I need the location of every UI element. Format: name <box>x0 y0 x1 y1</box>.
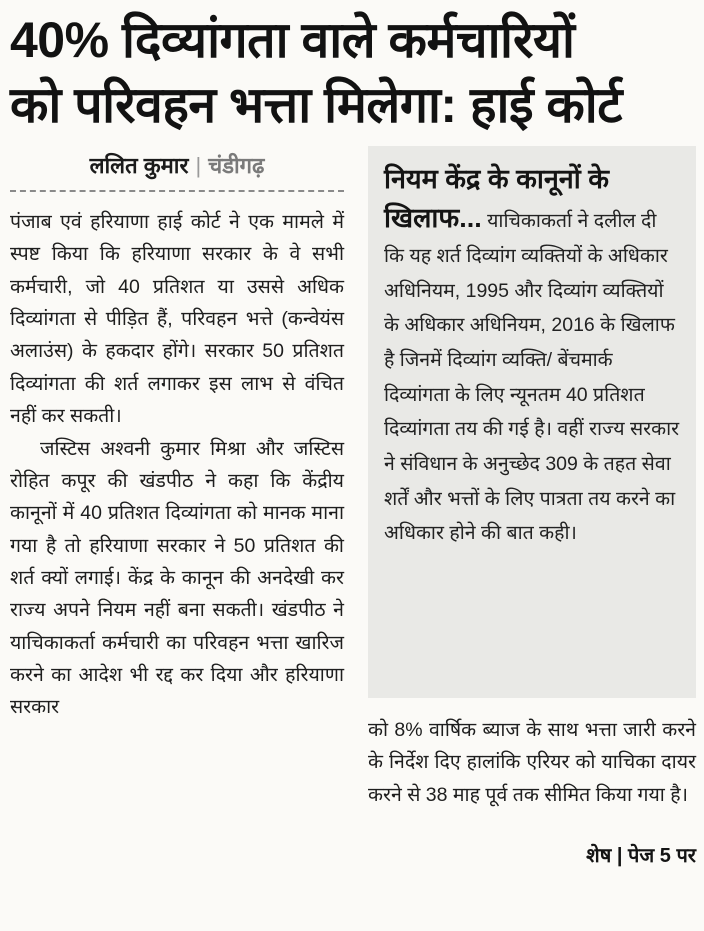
continuation-note: शेष | पेज 5 पर <box>578 840 696 873</box>
byline-location: चंडीगढ़ <box>208 153 265 178</box>
headline-line-1: 40% दिव्यांगता वाले कर्मचारियों <box>10 12 575 68</box>
byline-divider <box>10 190 344 192</box>
byline <box>10 146 344 190</box>
tail-text: को 8% वार्षिक ब्याज के साथ भत्ता जारी करने के निर्देश दिए हालांकि एरियर को याचिका दायर करने से 38 माह पूर्व तक सीमित किया गया है। <box>368 719 696 806</box>
highlight-box-text: याचिकाकर्ता ने दलील दी कि यह शर्त दिव्यांग व्यक्तियों के अधिकार अधिनियम, 1995 और दिव्यांग व्यक्तियों के अधिकार अधिनियम, 2016 के खिलाफ है जिनमें दिव्यांग व्यक्ति/ बेंचमार्क दिव्यांगता के लिए न्यूनतम 40 प्रतिशत दिव्यांगता तय की गई है। वहीं राज्य सरकार ने संविधान के अनुच्छेद 309 के तहत सेवा शर्तें और भत्तों के लिए पात्रता तय करने का अधिकार होने की बात कही। <box>384 210 680 545</box>
byline-separator: | <box>195 153 202 178</box>
highlight-box <box>368 146 696 698</box>
highlight-box-paragraph <box>384 160 680 551</box>
highlight-box-lead: नियम केंद्र के कानूनों के खिलाफ... <box>384 164 610 234</box>
right-column-tail <box>368 714 696 879</box>
headline-line-2: को परिवहन भत्ता मिलेगा: हाई कोर्ट <box>10 77 622 133</box>
byline-author: ललित कुमार <box>89 153 189 178</box>
paragraph-1: पंजाब एवं हरियाणा हाई कोर्ट ने एक मामले में स्पष्ट किया कि हरियाणा सरकार के वे सभी कर्मचारी, जो 40 प्रतिशत या उससे अधिक दिव्यांगता से पीड़ित हैं, परिवहन भत्ते (कन्वेयंस अलाउंस) के हकदार होंगे। सरकार 50 प्रतिशत दिव्यांगता की शर्त लगाकर इस लाभ से वंचित नहीं कर सकती। <box>10 211 344 428</box>
article-columns <box>0 142 704 879</box>
left-column <box>10 146 344 879</box>
right-column <box>368 146 696 879</box>
article-headline <box>0 0 704 142</box>
paragraph-2: जस्टिस अश्वनी कुमार मिश्रा और जस्टिस रोहित कपूर की खंडपीठ ने कहा कि केंद्रीय कानूनों में 40 प्रतिशत दिव्यांगता को मानक माना गया है तो हरियाणा सरकार ने 50 प्रतिशत की शर्त क्यों लगाई। केंद्र के कानून की अनदेखी कर राज्य अपने नियम नहीं बना सकती। खंडपीठ ने याचिकाकर्ता कर्मचारी का परिवहन भत्ता खारिज करने का आदेश भी रद्द कर दिया और हरियाणा सरकार <box>10 437 344 719</box>
left-column-body <box>10 206 344 724</box>
